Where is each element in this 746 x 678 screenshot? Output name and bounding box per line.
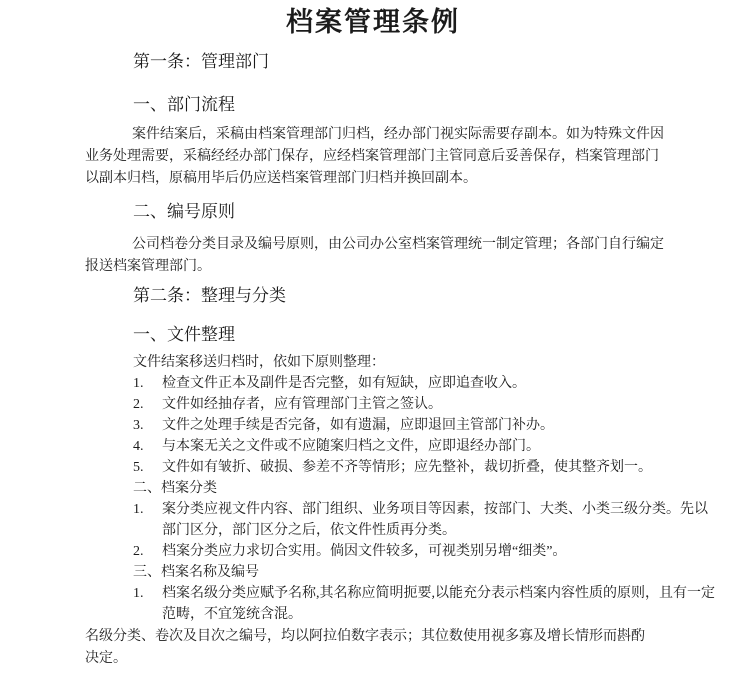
list-item-text: 档案名级分类应赋予名称,其名称应简明扼要,以能充分表示档案内容性质的原则，且有一定范畴，不宜笼统含混。 [162, 586, 715, 622]
list-item [133, 457, 718, 478]
list-item-text: 文件如有皱折、破损、参差不齐等情形；应先整补，裁切折叠，使其整齐划一。 [162, 460, 652, 475]
list-item-number: 4. [133, 439, 144, 454]
list-item-text: 文件之处理手续是否完备，如有遗漏，应即退回主管部门补办。 [162, 418, 554, 433]
list-item [133, 583, 718, 625]
article1-sub2-heading: 二、编号原则 [133, 202, 235, 221]
list-item [133, 394, 718, 415]
article2-sub2-heading: 二、档案分类 [133, 481, 217, 496]
list-item-text: 与本案无关之文件或不应随案归档之文件，应即退经办部门。 [162, 439, 540, 454]
list-item-text: 档案分类应力求切合实用。倘因文件较多，可视类别另增“细类”。 [162, 544, 567, 559]
article1-sub1-heading: 一、部门流程 [133, 95, 235, 114]
list-item-number: 2. [133, 397, 144, 412]
list-item [133, 415, 718, 436]
article1-heading: 第一条：管理部门 [133, 52, 269, 71]
list-item [133, 373, 718, 394]
list-item-number: 1. [133, 586, 144, 601]
article2-rules-block [133, 352, 718, 625]
list-item-number: 1. [133, 502, 144, 517]
list-item-text: 检查文件正本及副件是否完整，如有短缺，应即追查收入。 [162, 376, 526, 391]
closing-paragraph: 名级分类、卷次及目次之编号，均以阿拉伯数字表示；其位数使用视多寡及增长情形而斟酌决定。 [85, 629, 645, 666]
article1-sub1-paragraph: 案件结案后，采稿由档案管理部门归档，经办部门视实际需要存副本。如为特殊文件因业务处理需要，采稿经经办部门保存，应经档案管理部门主管同意后妥善保存，档案管理部门以副本归档，原稿用毕后仍应送档案管理部门归档并换回副本。 [85, 127, 664, 186]
article2-sub3-heading: 三、档案名称及编号 [133, 565, 259, 580]
list-item-text: 案分类应视文件内容、部门组织、业务项目等因素，按部门、大类、小类三级分类。先以部门区分，部门区分之后，依文件性质再分类。 [162, 502, 708, 538]
list-item-text: 文件如经抽存者，应有管理部门主管之签认。 [162, 397, 442, 412]
article1-sub2-paragraph: 公司档卷分类目录及编号原则，由公司办公室档案管理统一制定管理；各部门自行编定报送档案管理部门。 [85, 237, 664, 274]
file-rules-intro: 文件结案移送归档时，依如下原则整理： [133, 355, 385, 370]
list-item [133, 436, 718, 457]
article2-sub1-heading: 一、文件整理 [133, 325, 235, 344]
list-item-number: 1. [133, 376, 144, 391]
document-title: 档案管理条例 [286, 7, 460, 37]
list-item-number: 2. [133, 544, 144, 559]
list-item [133, 541, 718, 562]
list-item-number: 5. [133, 460, 144, 475]
list-item-number: 3. [133, 418, 144, 433]
article2-heading: 第二条：整理与分类 [133, 286, 286, 305]
list-item [133, 499, 718, 541]
